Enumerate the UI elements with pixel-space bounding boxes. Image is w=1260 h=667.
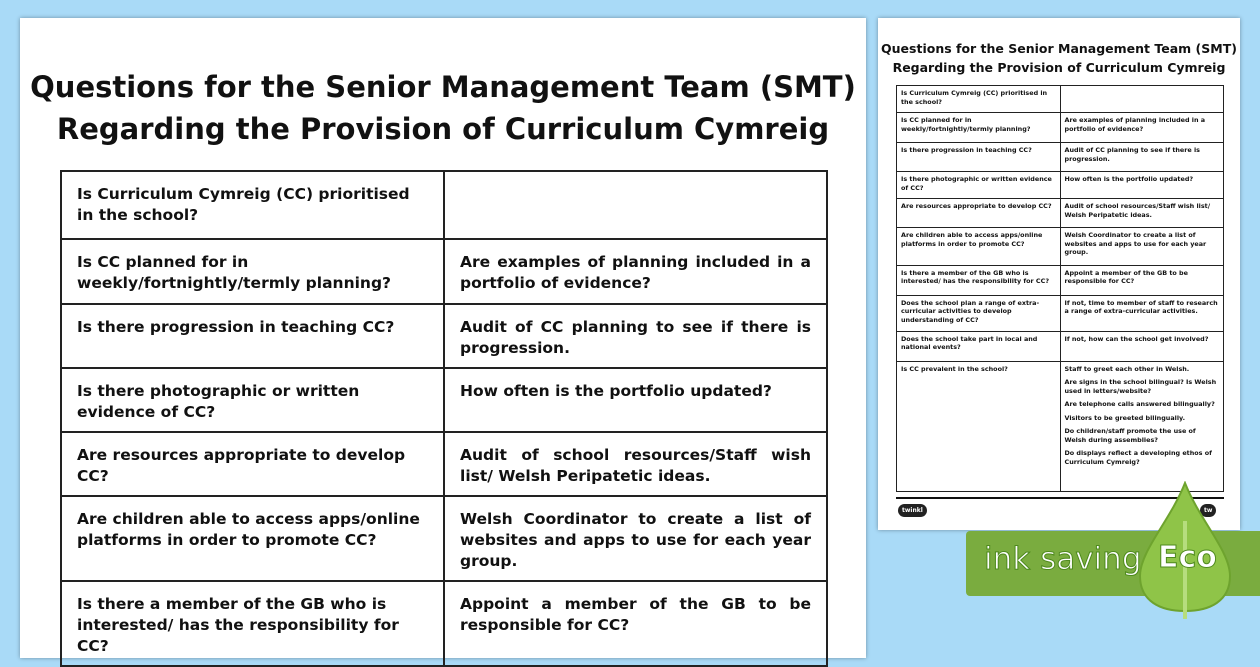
table-row [897, 172, 1224, 199]
action-cell [1060, 113, 1224, 143]
action-text: Visitors to be greeted bilingually. [1064, 413, 1186, 422]
table-row [897, 143, 1224, 172]
document-title-small [878, 39, 1240, 77]
question-cell: Are children able to access apps/online platforms in order to promote CC? [897, 228, 1061, 266]
title-line-2: Regarding the Provision of Curriculum Cymreig [892, 60, 1226, 75]
document-title [20, 66, 866, 150]
ink-saving-label: ink saving [984, 541, 1142, 577]
action-text: Staff to greet each other in Welsh. [1064, 364, 1190, 373]
question-cell: Is there a member of the GB who is interested/ has the responsibility for CC? [61, 581, 444, 666]
action-cell [1060, 199, 1224, 228]
action-text: Appoint a member of the GB to be responsible for CC? [1064, 268, 1188, 285]
eco-label: Eco [1158, 540, 1217, 575]
action-cell [444, 239, 827, 304]
title-line-2: Regarding the Provision of Curriculum Cymreig [56, 112, 830, 146]
twinkl-badge-logo: tw [1200, 504, 1216, 517]
table-row [897, 228, 1224, 266]
action-cell [444, 368, 827, 432]
question-cell: Is Curriculum Cymreig (CC) prioritised in the school? [61, 171, 444, 239]
table-row [61, 368, 827, 432]
action-cell [1060, 86, 1224, 113]
action-cell [1060, 265, 1224, 295]
table-row [897, 113, 1224, 143]
title-line-1: Questions for the Senior Management Team (SMT) [30, 70, 856, 104]
question-cell: Are resources appropriate to develop CC? [897, 199, 1061, 228]
question-cell: Is there a member of the GB who is interested/ has the responsibility for CC? [897, 265, 1061, 295]
table-row [897, 265, 1224, 295]
action-text: Are signs in the school bilingual? Is Welsh used in letters/website? [1064, 378, 1217, 395]
action-cell [444, 304, 827, 368]
question-cell: Is CC planned for in weekly/fortnightly/termly planning? [61, 239, 444, 304]
table-row [61, 171, 827, 239]
table-row [61, 432, 827, 496]
action-cell [444, 581, 827, 666]
action-text: If not, time to member of staff to research a range of extra-curricular activities. [1064, 298, 1218, 315]
table-row [897, 295, 1224, 331]
document-preview-large [20, 18, 866, 658]
action-text: If not, how can the school get involved? [1064, 334, 1209, 343]
question-cell: Are resources appropriate to develop CC? [61, 432, 444, 496]
action-text: Audit of school resources/Staff wish list/ Welsh Peripatetic ideas. [460, 446, 811, 485]
question-cell: Is there progression in teaching CC? [897, 143, 1061, 172]
table-row [897, 86, 1224, 113]
question-cell: Is there progression in teaching CC? [61, 304, 444, 368]
action-cell [1060, 228, 1224, 266]
action-text: Audit of CC planning to see if there is progression. [460, 318, 811, 357]
table-row [61, 496, 827, 581]
question-cell: Is CC planned for in weekly/fortnightly/termly planning? [897, 113, 1061, 143]
title-line-1: Questions for the Senior Management Team (SMT) [881, 41, 1237, 56]
table-row [61, 239, 827, 304]
action-text: Are examples of planning included in a portfolio of evidence? [1064, 116, 1206, 133]
table-row [61, 304, 827, 368]
action-text: Are examples of planning included in a portfolio of evidence? [460, 253, 811, 292]
action-cell [1060, 172, 1224, 199]
action-text: Do displays reflect a developing ethos of Curriculum Cymreig? [1064, 449, 1212, 466]
table-row [897, 331, 1224, 361]
twinkl-logo: twinkl [898, 504, 927, 517]
action-cell [1060, 331, 1224, 361]
question-cell: Are children able to access apps/online platforms in order to promote CC? [61, 496, 444, 581]
questions-table-large [60, 170, 828, 667]
action-text: Are telephone calls answered bilingually? [1064, 400, 1215, 408]
table-row [61, 581, 827, 666]
question-cell: Does the school plan a range of extra-curricular activities to develop understanding of CC? [897, 295, 1061, 331]
action-cell [444, 496, 827, 581]
question-cell: Is CC prevalent in the school? [897, 361, 1061, 491]
action-text: Welsh Coordinator to create a list of websites and apps to use for each year group. [460, 510, 811, 570]
action-cell [1060, 295, 1224, 331]
question-cell: Is there photographic or written evidence of CC? [897, 172, 1061, 199]
action-text: How often is the portfolio updated? [460, 382, 772, 400]
question-cell: Is Curriculum Cymreig (CC) prioritised in the school? [897, 86, 1061, 113]
action-text: Audit of CC planning to see if there is progression. [1064, 146, 1200, 163]
action-cell [1060, 361, 1224, 491]
action-cell [444, 171, 827, 239]
action-text: Do children/staff promote the use of Welsh during assemblies? [1064, 427, 1196, 444]
questions-table-small [896, 85, 1224, 492]
table-row [897, 361, 1224, 491]
question-cell: Does the school take part in local and national events? [897, 331, 1061, 361]
action-cell [1060, 143, 1224, 172]
action-text: Welsh Coordinator to create a list of websites and apps to use for each year group. [1064, 231, 1207, 256]
document-preview-thumbnail [878, 18, 1240, 530]
action-text: How often is the portfolio updated? [1064, 175, 1194, 183]
action-cell [444, 432, 827, 496]
action-text: Audit of school resources/Staff wish list/ Welsh Peripatetic ideas. [1064, 202, 1211, 219]
action-text: Appoint a member of the GB to be responsible for CC? [460, 595, 811, 634]
table-row [897, 199, 1224, 228]
question-cell: Is there photographic or written evidence of CC? [61, 368, 444, 432]
